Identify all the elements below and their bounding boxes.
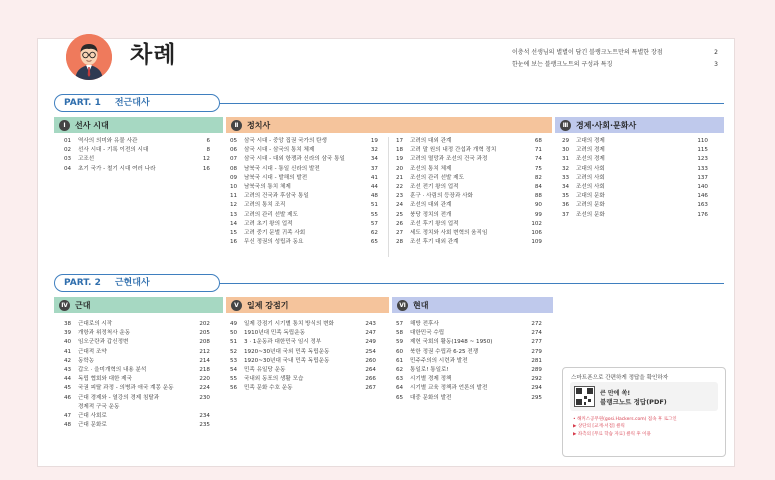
list-item[interactable]: 17 고려의 대외 관계 68: [396, 138, 542, 144]
chapter-list-politics-a: [230, 137, 378, 247]
list-item[interactable]: 13 고려의 관리 선발 제도 55: [230, 211, 378, 218]
list-item[interactable]: 42 동학농 214: [64, 357, 210, 364]
list-item[interactable]: 09 남북국 시대 - 발해의 발전 41: [230, 174, 378, 181]
list-item[interactable]: 18 고려 말 원의 내정 간섭과 개혁 정치 71: [396, 147, 542, 154]
list-item[interactable]: 01 역사의 의미와 유물 사관 6: [64, 138, 210, 144]
list-item[interactable]: 39 개항과 위정척사 운동 205: [64, 330, 210, 337]
qr-box-notes: • 해커스공무원(gosi.Hackers.com) 접속 후 로그인 ▶ 상단의 [교재·서점] 클릭 ▶ 좌측의 [무료 학습 자료] 클릭 후 이용: [573, 417, 677, 437]
list-item[interactable]: 28 조선 후기 대외 관계 109: [396, 239, 542, 246]
list-item[interactable]: 54 민족 유일당 운동 264: [230, 367, 376, 374]
list-item[interactable]: 14 고려 초기 왕의 업적 57: [230, 220, 378, 227]
list-item[interactable]: 61 민주주의의 시련과 발전 281: [396, 357, 542, 364]
list-item[interactable]: 21 조선의 관리 선발 제도 82: [396, 174, 542, 181]
list-item[interactable]: 22 조선 전기 왕의 업적 84: [396, 184, 542, 191]
section-bar-contemporary: Ⅵ 현대: [392, 297, 553, 313]
list-item[interactable]: 19 고려의 멸망과 조선의 건국 과정 74: [396, 156, 542, 163]
list-item[interactable]: 65 대중 문화의 발전 295: [396, 394, 542, 401]
list-item[interactable]: 46 근대 경제와 - 열강의 경제 침탈과 230: [64, 394, 210, 401]
list-item[interactable]: 56 민족 문화 수호 운동 267: [230, 385, 376, 392]
list-item[interactable]: 05 삼국 시대 - 중앙 집권 국가의 탄생 19: [230, 138, 378, 144]
section-bar-modern: Ⅳ 근대: [54, 297, 223, 313]
section-number-badge: Ⅵ: [397, 300, 408, 311]
list-item[interactable]: 25 붕당 정치의 전개 99: [396, 211, 542, 218]
list-item[interactable]: 48 근대 문화로 235: [64, 422, 210, 429]
list-item[interactable]: 10 남북국의 통치 체제 44: [230, 184, 378, 191]
list-item[interactable]: 06 삼국 시대 - 삼국의 통치 체제 32: [230, 147, 378, 154]
list-item[interactable]: 57 해방 전후사 272: [396, 321, 542, 327]
section-number-badge: Ⅳ: [59, 300, 70, 311]
list-item[interactable]: 53 1920~30년대 국내 민족 독립운동 260: [230, 357, 376, 364]
section-number-badge: Ⅰ: [59, 120, 70, 131]
list-item[interactable]: 04 초기 국가 - 철기 시대 여러 나라 16: [64, 165, 210, 172]
list-item[interactable]: 45 국권 피탈 과정 - 의병과 애국 계몽 운동 224: [64, 385, 210, 392]
list-item[interactable]: 47 근대 사회로 234: [64, 413, 210, 420]
list-item[interactable]: 58 대한민국 수립 274: [396, 330, 542, 337]
list-item[interactable]: 08 남북국 시대 - 통일 신라의 발전 37: [230, 165, 378, 172]
list-item[interactable]: 43 갑오 · 을미개혁의 내용 분석 218: [64, 367, 210, 374]
chapter-list-colonial: [230, 320, 376, 394]
chapter-list-prehistory: [64, 137, 210, 174]
list-item[interactable]: 60 북한 정권 수립과 6·25 전쟁 279: [396, 348, 542, 355]
column-divider: [388, 137, 389, 257]
teacher-avatar: [66, 34, 112, 80]
list-item[interactable]: 20 조선의 통치 체제 75: [396, 165, 542, 172]
qr-box-line1: 큰 만에 쏙!: [600, 390, 631, 397]
list-item[interactable]: 26 조선 후기 왕의 업적 102: [396, 220, 542, 227]
list-item[interactable]: 31 조선의 경제 123: [562, 156, 708, 163]
chapter-list-modern: [64, 320, 210, 430]
section-bar-colonial: Ⅴ 일제 강점기: [226, 297, 389, 313]
section-bar-economy: Ⅲ 경제·사회·문화사: [555, 117, 724, 133]
qr-box-heading: 스마트폰으로 간편하게 정답을 확인하자: [571, 375, 669, 381]
list-item[interactable]: 33 고려의 사회 137: [562, 174, 708, 181]
qr-code-icon[interactable]: [574, 386, 595, 407]
list-item[interactable]: 64 시기별 교육 정책과 언론의 발전 294: [396, 385, 542, 392]
qr-box-line2: 블랭크노트 정답(PDF): [600, 398, 667, 406]
list-item[interactable]: 63 시기별 경제 정책 292: [396, 376, 542, 383]
list-item[interactable]: 36 고려의 문화 163: [562, 202, 708, 209]
list-item[interactable]: 59 제헌 국회의 활동(1948 ~ 1950) 277: [396, 339, 542, 346]
list-item[interactable]: 62 통일로! 통일로! 289: [396, 367, 542, 374]
list-item[interactable]: 35 고대의 문화 146: [562, 193, 708, 200]
answer-qr-box: [562, 367, 726, 457]
page-title: 차례: [130, 42, 177, 68]
section-bar-prehistory: Ⅰ 선사 시대: [54, 117, 223, 133]
list-item[interactable]: 34 조선의 사회 140: [562, 184, 708, 191]
chapter-list-economy: [562, 137, 708, 220]
list-item[interactable]: 경제적 구국 운동: [78, 403, 120, 410]
list-item[interactable]: 16 무신 정권의 성립과 동요 65: [230, 239, 378, 246]
list-item[interactable]: 27 세도 정치와 사회 변혁의 움직임 106: [396, 230, 542, 237]
list-item[interactable]: 29 고대의 경제 110: [562, 138, 708, 144]
list-item[interactable]: 03 고조선 12: [64, 156, 210, 163]
list-item[interactable]: 32 고대의 사회 133: [562, 165, 708, 172]
list-item[interactable]: 11 고려의 건국과 후삼국 통일 48: [230, 193, 378, 200]
qr-box-inner: [570, 382, 718, 411]
list-item[interactable]: 24 조선의 대외 관계 90: [396, 202, 542, 209]
part-2-label: PART. 2 근현대사: [54, 274, 220, 292]
intro-item[interactable]: 한눈에 보는 블랭크노트의 구성과 특징 3: [512, 61, 718, 68]
list-item[interactable]: 02 선사 시대 - 기록 이전의 시대 8: [64, 147, 210, 154]
section-number-badge: Ⅴ: [231, 300, 242, 311]
chapter-list-politics-b: [396, 137, 542, 247]
list-item[interactable]: 50 1910년대 민족 독립운동 247: [230, 330, 376, 337]
list-item[interactable]: 37 조선의 문화 176: [562, 211, 708, 218]
list-item[interactable]: 51 3 · 1운동과 대한민국 임시 정부 249: [230, 339, 376, 346]
list-item[interactable]: 49 일제 강점기 시기별 통치 방식의 변화 243: [230, 321, 376, 327]
list-item[interactable]: 40 임오군란과 갑신정변 208: [64, 339, 210, 346]
list-item[interactable]: 30 고려의 경제 115: [562, 147, 708, 154]
chapter-list-contemporary: [396, 320, 542, 403]
intro-list: [512, 47, 718, 71]
part-1-label: PART. 1 전근대사: [54, 94, 220, 112]
list-item[interactable]: 55 국내외 동포의 생활 모습 266: [230, 376, 376, 383]
list-item[interactable]: 07 삼국 시대 - 대외 항쟁과 신라의 삼국 통일 34: [230, 156, 378, 163]
section-number-badge: Ⅲ: [560, 120, 571, 131]
list-item[interactable]: 41 근대적 조약 212: [64, 348, 210, 355]
list-item[interactable]: 15 고려 중기 문벌 귀족 사회 62: [230, 230, 378, 237]
intro-item[interactable]: 이충석 선생님의 별별이 담긴 블랭크노트만의 특별한 장점 2: [512, 49, 718, 56]
list-item[interactable]: 38 근대로의 시작 202: [64, 321, 210, 327]
list-item[interactable]: 23 훈구 · 사림의 등장과 사화 88: [396, 193, 542, 200]
section-number-badge: Ⅱ: [231, 120, 242, 131]
list-item[interactable]: 52 1920~30년대 국외 민족 독립운동 254: [230, 348, 376, 355]
section-bar-politics: Ⅱ 정치사: [226, 117, 552, 133]
list-item[interactable]: 44 독립 협회와 대한 제국 220: [64, 376, 210, 383]
list-item[interactable]: 12 고려의 통치 조직 51: [230, 202, 378, 209]
